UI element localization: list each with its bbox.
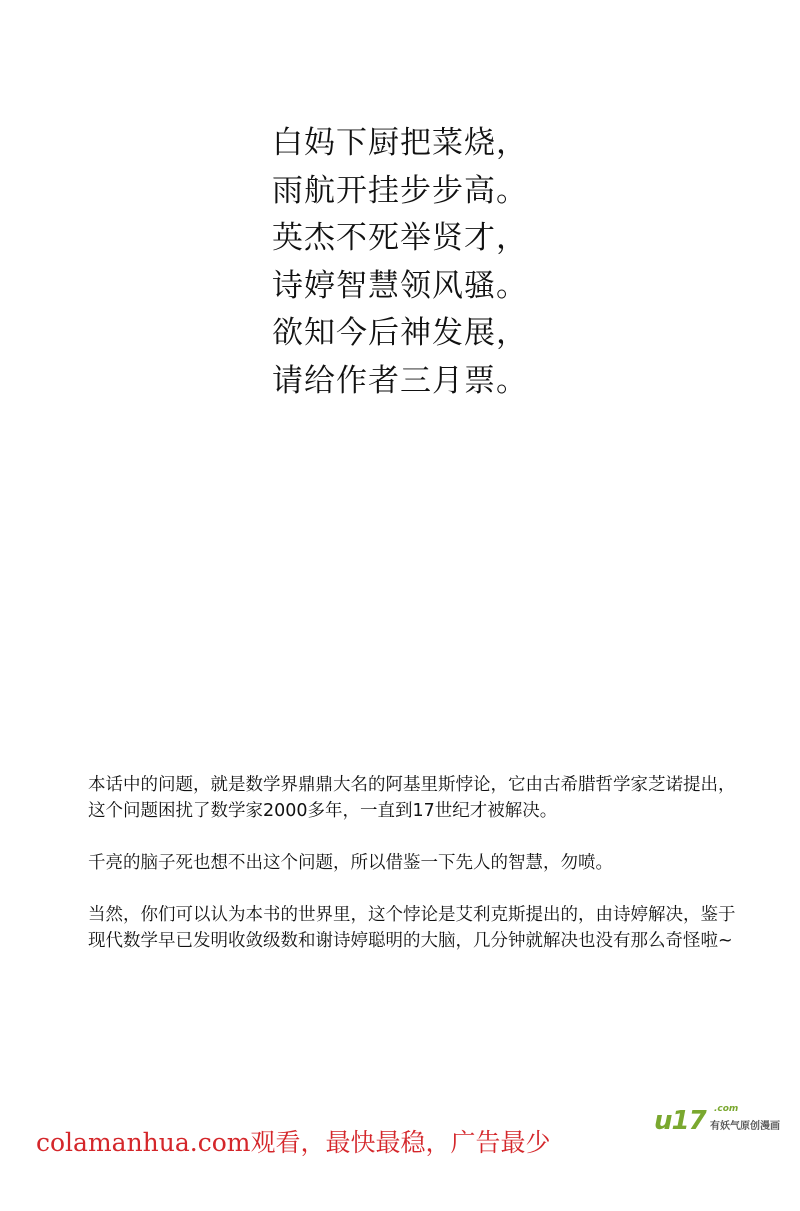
poem [272, 120, 572, 405]
logo-slogan: 有妖气原创漫画 [710, 1121, 780, 1132]
note-paragraph: 千亮的脑子死也想不出这个问题，所以借鉴一下先人的智慧，勿喷。 [88, 853, 613, 873]
poem-line: 欲知今后神发展， [272, 315, 528, 351]
logo-mark: u17 [654, 1106, 706, 1136]
poem-line: 雨航开挂步步高。 [272, 172, 528, 209]
poem-line: 诗婷智慧领风骚。 [272, 267, 528, 304]
author-notes [88, 772, 748, 980]
poem-line: 请给作者三月票。 [272, 362, 528, 399]
poem-line: 白妈下厨把菜烧， [272, 125, 528, 161]
note-paragraph: 本话中的问题，就是数学界鼎鼎大名的阿基里斯悖论，它由古希腊哲学家芝诺提出，这个问题困扰了数学家2000多年，一直到17世纪才被解决。 [88, 775, 736, 821]
note-paragraph: 当然，你们可以认为本书的世界里，这个悖论是艾利克斯提出的，由诗婷解决，鉴于现代数学早已发明收敛级数和谢诗婷聪明的大脑，几分钟就解决也没有那么奇怪啦~ [88, 905, 736, 951]
logo-domain: .com [714, 1104, 739, 1114]
u17-logo [654, 1102, 796, 1138]
poem-line: 英杰不死举贤才， [272, 220, 528, 256]
site-watermark: colamanhua.com观看，最快最稳，广告最少 [36, 1128, 551, 1157]
